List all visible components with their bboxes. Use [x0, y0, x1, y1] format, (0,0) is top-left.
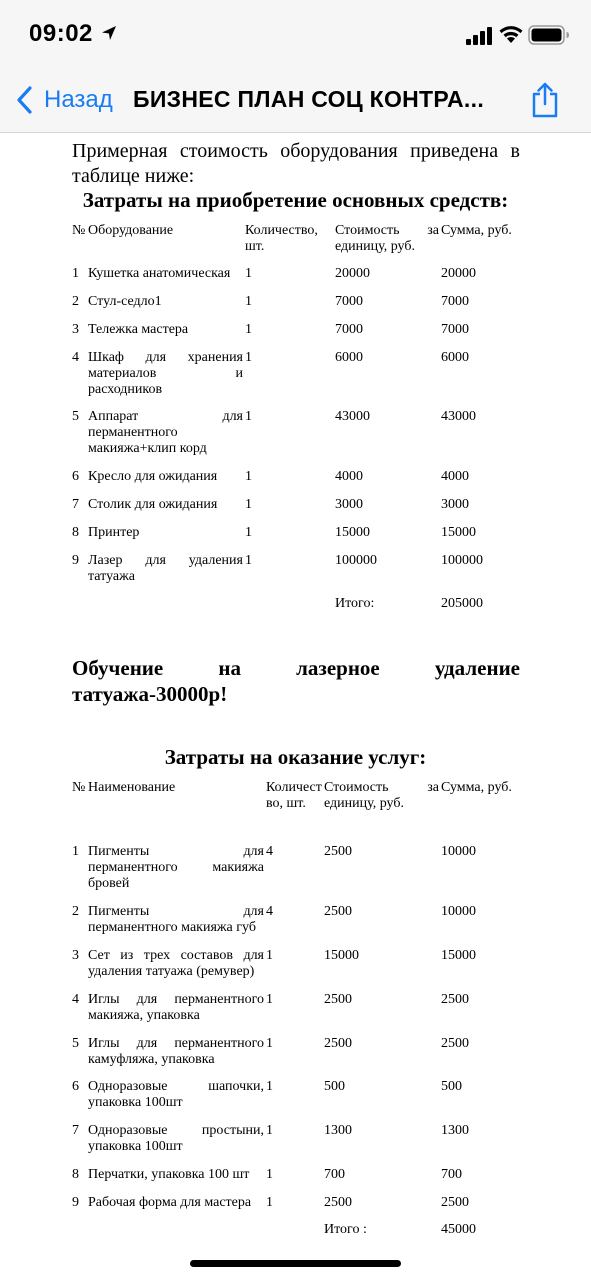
item-unit-price: 2500	[324, 904, 352, 919]
item-unit-price: 2500	[324, 1195, 352, 1210]
back-label: Назад	[44, 86, 113, 113]
item-unit-price: 15000	[335, 525, 370, 540]
item-name: Столик для ожидания	[88, 497, 218, 512]
row-number: 6	[72, 1079, 79, 1094]
intro-paragraph: Примерная стоимость оборудования приведена в таблице ниже:	[72, 140, 520, 187]
item-name: Принтер	[88, 525, 140, 540]
row-number: 5	[72, 1036, 79, 1051]
item-quantity: 1	[266, 1195, 273, 1210]
total-value: 205000	[441, 596, 483, 611]
row-number: 1	[72, 844, 79, 859]
item-quantity: 1	[245, 525, 252, 540]
item-unit-price: 7000	[335, 322, 363, 337]
item-quantity: 1	[266, 1123, 273, 1138]
item-unit-price: 700	[324, 1167, 345, 1182]
item-sum: 4000	[441, 469, 469, 484]
item-sum: 10000	[441, 904, 476, 919]
item-quantity: 1	[245, 497, 252, 512]
item-unit-price: 7000	[335, 294, 363, 309]
item-sum: 10000	[441, 844, 476, 859]
item-sum: 15000	[441, 525, 476, 540]
item-name: Лазер для удаления татуажа	[88, 553, 243, 584]
item-name: Одноразовые шапочки, упаковка 100шт	[88, 1079, 264, 1110]
item-unit-price: 6000	[335, 350, 363, 365]
row-number: 2	[72, 904, 79, 919]
item-unit-price: 100000	[335, 553, 377, 568]
item-quantity: 1	[245, 266, 252, 281]
table2-title: Затраты на оказание услуг:	[164, 745, 427, 769]
table1-header-price: Стоимость за единицу, руб.	[335, 223, 439, 254]
home-indicator[interactable]	[190, 1260, 401, 1267]
document-title: БИЗНЕС ПЛАН СОЦ КОНТРА...	[133, 86, 485, 112]
item-sum: 7000	[441, 294, 469, 309]
item-name: Пигменты для перманентного макияжа губ	[88, 904, 264, 935]
item-unit-price: 3000	[335, 497, 363, 512]
table1-title: Затраты на приобретение основных средств:	[82, 188, 509, 212]
item-sum: 7000	[441, 322, 469, 337]
table2-header-price: Стоимость за единицу, руб.	[324, 780, 439, 811]
item-unit-price: 15000	[324, 948, 359, 963]
item-quantity: 1	[266, 992, 273, 1007]
table1-header-sum: Сумма, руб.	[441, 223, 512, 238]
total-label: Итого :	[324, 1222, 367, 1237]
row-number: 3	[72, 322, 79, 337]
row-number: 1	[72, 266, 79, 281]
battery-icon	[528, 25, 570, 45]
item-unit-price: 1300	[324, 1123, 352, 1138]
row-number: 8	[72, 525, 79, 540]
training-note: Обучение на лазерное удаление татуажа-30000р!	[72, 656, 520, 706]
document-view[interactable]	[0, 133, 591, 1280]
navigation-bar	[0, 70, 591, 133]
status-time: 09:02	[29, 20, 93, 47]
table2-header-num: №	[72, 780, 86, 795]
row-number: 3	[72, 948, 79, 963]
item-unit-price: 4000	[335, 469, 363, 484]
row-number: 5	[72, 409, 79, 424]
row-number: 4	[72, 350, 79, 365]
item-sum: 500	[441, 1079, 462, 1094]
item-quantity: 1	[245, 322, 252, 337]
item-quantity: 1	[245, 350, 252, 365]
item-sum: 20000	[441, 266, 476, 281]
item-name: Сет из трех составов для удаления татуажа (ремувер)	[88, 948, 264, 979]
item-sum: 43000	[441, 409, 476, 424]
item-unit-price: 43000	[335, 409, 370, 424]
table2-header-sum: Сумма, руб.	[441, 780, 512, 795]
item-name: Стул-седло1	[88, 294, 162, 309]
item-name: Кресло для ожидания	[88, 469, 218, 484]
item-quantity: 1	[266, 1079, 273, 1094]
item-sum: 2500	[441, 1036, 469, 1051]
item-unit-price: 2500	[324, 844, 352, 859]
item-quantity: 1	[245, 409, 252, 424]
chevron-left-icon	[16, 86, 32, 114]
table2-header-qty: Количество, шт.	[266, 780, 322, 811]
item-sum: 2500	[441, 1195, 469, 1210]
back-button[interactable]	[16, 82, 113, 118]
table1-header-name: Оборудование	[88, 223, 174, 238]
item-name: Иглы для перманентного макияжа, упаковка	[88, 992, 264, 1023]
share-icon[interactable]	[530, 82, 560, 118]
item-sum: 3000	[441, 497, 469, 512]
item-quantity: 4	[266, 844, 273, 859]
status-bar	[0, 0, 591, 70]
item-name: Рабочая форма для мастера	[88, 1195, 252, 1210]
wifi-icon	[498, 24, 524, 44]
item-name: Кушетка анатомическая	[88, 266, 231, 281]
item-name: Аппарат для перманентного макияжа+клип корд	[88, 409, 243, 456]
item-sum: 2500	[441, 992, 469, 1007]
item-name: Иглы для перманентного камуфляжа, упаковка	[88, 1036, 264, 1067]
table1-header-qty: Количество, шт.	[245, 223, 318, 254]
item-quantity: 4	[266, 904, 273, 919]
item-quantity: 1	[245, 294, 252, 309]
item-sum: 700	[441, 1167, 462, 1182]
total-value: 45000	[441, 1222, 476, 1237]
item-quantity: 1	[245, 469, 252, 484]
item-name: Тележка мастера	[88, 322, 189, 337]
item-name: Пигменты для перманентного макияжа бровей	[88, 844, 264, 891]
item-unit-price: 500	[324, 1079, 345, 1094]
item-unit-price: 2500	[324, 992, 352, 1007]
item-quantity: 1	[266, 1036, 273, 1051]
cellular-signal-icon	[466, 27, 494, 45]
location-arrow-icon	[100, 24, 118, 42]
row-number: 9	[72, 553, 79, 568]
table2-header-name: Наименование	[88, 780, 176, 795]
item-sum: 1300	[441, 1123, 469, 1138]
row-number: 9	[72, 1195, 79, 1210]
total-label: Итого:	[335, 596, 375, 611]
item-sum: 6000	[441, 350, 469, 365]
row-number: 2	[72, 294, 79, 309]
item-sum: 15000	[441, 948, 476, 963]
item-name: Одноразовые простыни, упаковка 100шт	[88, 1123, 264, 1154]
row-number: 7	[72, 1123, 79, 1138]
item-name: Перчатки, упаковка 100 шт	[88, 1167, 250, 1182]
row-number: 6	[72, 469, 79, 484]
item-unit-price: 20000	[335, 266, 370, 281]
row-number: 7	[72, 497, 79, 512]
item-quantity: 1	[245, 553, 252, 568]
table1-header-num: №	[72, 223, 86, 238]
row-number: 8	[72, 1167, 79, 1182]
item-sum: 100000	[441, 553, 483, 568]
row-number: 4	[72, 992, 79, 1007]
item-quantity: 1	[266, 948, 273, 963]
item-unit-price: 2500	[324, 1036, 352, 1051]
item-quantity: 1	[266, 1167, 273, 1182]
item-name: Шкаф для хранения материалов и расходников	[88, 350, 243, 397]
